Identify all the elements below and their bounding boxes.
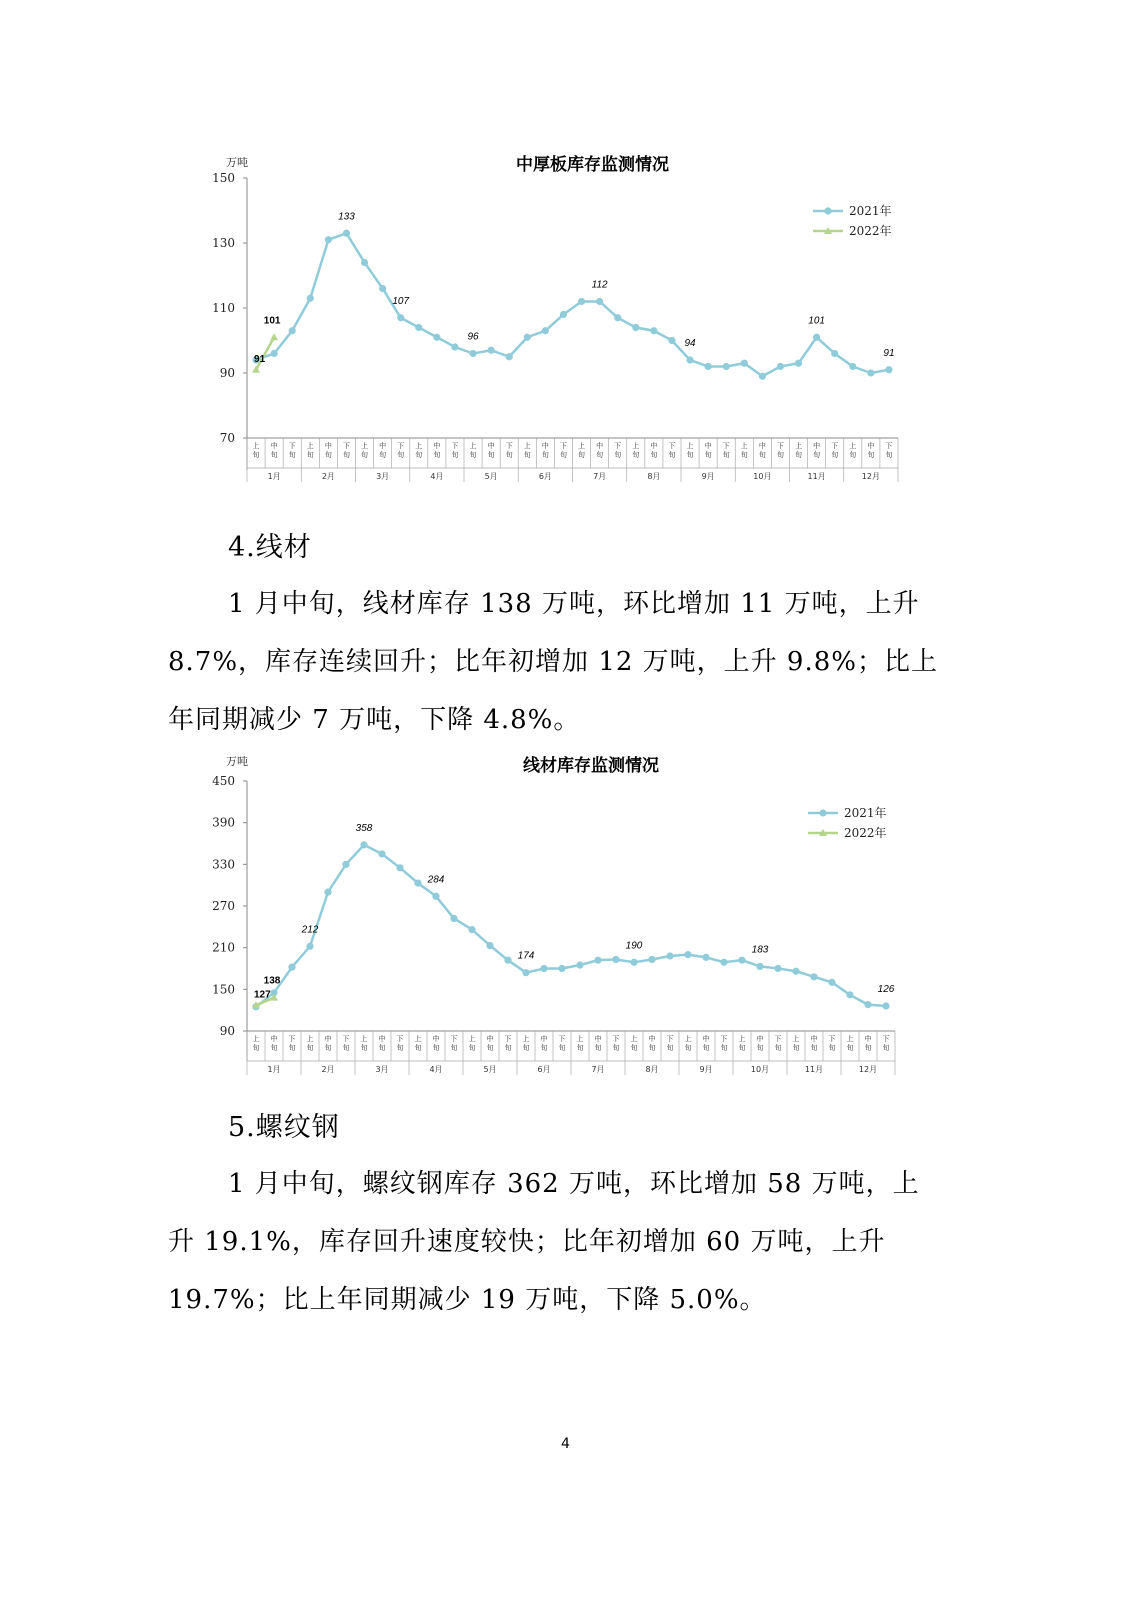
series-2021-point	[488, 347, 495, 354]
x-tick-label: 上旬	[361, 442, 369, 459]
series-2021-point	[738, 957, 745, 964]
series-2021-point	[846, 991, 853, 998]
legend-2021-label: 2021年	[844, 806, 887, 820]
data-label-2021: 133	[338, 211, 355, 223]
x-tick-label: 中旬	[594, 1035, 602, 1052]
series-2021-point	[506, 353, 513, 360]
x-tick-label: 下旬	[505, 442, 513, 459]
series-2021-point	[831, 350, 838, 357]
y-tick-label: 90	[219, 366, 235, 380]
series-2021-point	[542, 327, 549, 334]
x-tick-label: 下旬	[774, 1035, 782, 1052]
data-label-2021: 183	[751, 944, 769, 956]
series-2021-point	[686, 356, 693, 363]
wire-inventory-chart	[160, 750, 920, 1085]
x-tick-label: 中旬	[486, 1035, 494, 1052]
x-month-label: 11月	[807, 472, 826, 481]
series-2021-point	[867, 369, 874, 376]
y-unit-label: 万吨	[226, 156, 248, 169]
series-2021-point	[668, 337, 675, 344]
x-tick-label: 中旬	[540, 1035, 548, 1052]
x-tick-label: 上旬	[576, 1035, 584, 1052]
wire-paragraph-line-2: 8.7%，库存连续回升；比年初增加 12 万吨，上升 9.8%；比上	[168, 647, 938, 677]
legend-2021-marker	[824, 207, 831, 214]
series-2021-point	[759, 373, 766, 380]
series-2021-point	[849, 363, 856, 370]
x-tick-label: 中旬	[379, 442, 387, 459]
x-tick-label: 下旬	[720, 1035, 728, 1052]
data-label-2021: 190	[625, 940, 643, 952]
series-2021-point	[578, 298, 585, 305]
x-month-label: 7月	[593, 472, 607, 481]
x-tick-label: 下旬	[885, 442, 893, 459]
series-2021-point	[684, 951, 691, 958]
x-tick-label: 中旬	[648, 1035, 656, 1052]
x-month-label: 7月	[591, 1065, 605, 1074]
series-2021-point	[504, 957, 511, 964]
series-2021-point	[612, 956, 619, 963]
x-tick-label: 下旬	[722, 442, 730, 459]
x-tick-label: 下旬	[451, 442, 459, 459]
x-tick-label: 上旬	[795, 442, 803, 459]
x-tick-label: 上旬	[632, 442, 640, 459]
series-2021-point	[650, 327, 657, 334]
series-2021-point	[702, 954, 709, 961]
x-tick-label: 上旬	[578, 442, 586, 459]
series-2021-point	[522, 969, 529, 976]
x-tick-label: 中旬	[270, 1035, 278, 1052]
data-label-2021: 284	[427, 874, 445, 886]
series-2021-point	[289, 327, 296, 334]
x-tick-label: 下旬	[288, 442, 296, 459]
x-tick-label: 下旬	[342, 442, 350, 459]
series-2021-point	[882, 1002, 889, 1009]
series-2021-point	[396, 864, 403, 871]
series-2021-point	[451, 343, 458, 350]
series-2021-point	[414, 879, 421, 886]
series-2021-point	[828, 979, 835, 986]
data-label-2021: 126	[877, 984, 895, 995]
series-2021-point	[469, 350, 476, 357]
series-2021-point	[777, 363, 784, 370]
series-2021-point	[630, 959, 637, 966]
x-tick-label: 中旬	[756, 1035, 764, 1052]
y-tick-label: 90	[219, 1024, 235, 1038]
x-tick-label: 下旬	[342, 1035, 350, 1052]
x-tick-label: 上旬	[792, 1035, 800, 1052]
x-tick-label: 中旬	[270, 442, 278, 459]
x-tick-label: 下旬	[828, 1035, 836, 1052]
x-tick-label: 下旬	[559, 442, 567, 459]
x-tick-label: 中旬	[487, 442, 495, 459]
data-label-2022: 91	[254, 353, 266, 365]
wire-section-heading: 4.线材	[228, 532, 312, 563]
x-month-label: 8月	[645, 1065, 659, 1074]
x-tick-label: 下旬	[831, 442, 839, 459]
series-2021-point	[705, 363, 712, 370]
legend-2021-label: 2021年	[849, 204, 892, 218]
x-tick-label: 上旬	[849, 442, 857, 459]
data-label-2021: 101	[808, 315, 825, 327]
x-month-label: 5月	[483, 1065, 497, 1074]
x-tick-label: 上旬	[684, 1035, 692, 1052]
data-label-2021: 358	[355, 822, 373, 834]
x-tick-label: 下旬	[776, 442, 784, 459]
x-tick-label: 上旬	[846, 1035, 854, 1052]
x-month-label: 9月	[699, 1065, 713, 1074]
series-2021-point	[342, 861, 349, 868]
x-month-label: 8月	[647, 472, 661, 481]
y-unit-label: 万吨	[226, 755, 248, 768]
rebar-paragraph-line-1: 1 月中旬，螺纹钢库存 362 万吨，环比增加 58 万吨，上	[228, 1169, 920, 1199]
series-2021-point	[307, 295, 314, 302]
y-tick-label: 450	[212, 774, 235, 788]
x-tick-label: 中旬	[650, 442, 658, 459]
x-tick-label: 中旬	[704, 442, 712, 459]
series-2021-point	[741, 360, 748, 367]
series-2021-point	[271, 350, 278, 357]
x-tick-label: 下旬	[450, 1035, 458, 1052]
legend-2022-label: 2022年	[844, 826, 887, 840]
x-month-label: 11月	[804, 1065, 824, 1074]
x-tick-label: 上旬	[306, 442, 314, 459]
rebar-paragraph-line-2: 升 19.1%，库存回升速度较快；比年初增加 60 万吨，上升	[168, 1227, 886, 1257]
x-tick-label: 中旬	[867, 442, 875, 459]
x-month-label: 2月	[321, 472, 335, 481]
x-tick-label: 上旬	[686, 442, 694, 459]
series-2021-point	[756, 963, 763, 970]
data-label-2021: 112	[591, 279, 608, 291]
series-2021-point	[632, 324, 639, 331]
data-label-2021: 96	[467, 331, 479, 343]
series-2022-point	[270, 333, 278, 340]
legend-2022-label: 2022年	[849, 224, 892, 238]
series-2021-point	[361, 259, 368, 266]
series-2021-point	[594, 957, 601, 964]
x-tick-label: 中旬	[758, 442, 766, 459]
series-2021-point	[360, 841, 367, 848]
y-tick-label: 390	[212, 815, 235, 830]
series-2021-line	[256, 233, 889, 376]
chart-svg	[160, 140, 920, 485]
series-2021-point	[306, 943, 313, 950]
x-month-label: 6月	[537, 1065, 551, 1074]
series-2021-point	[885, 366, 892, 373]
y-tick-label: 330	[212, 857, 235, 872]
data-label-2021: 212	[301, 924, 319, 936]
series-2021-point	[560, 311, 567, 318]
x-month-label: 1月	[267, 472, 281, 481]
x-tick-label: 中旬	[432, 1035, 440, 1052]
series-2021-point	[864, 1001, 871, 1008]
y-tick-label: 130	[212, 236, 235, 250]
x-tick-label: 上旬	[469, 442, 477, 459]
y-tick-label: 150	[212, 982, 235, 997]
wire-paragraph-line-3: 年同期减少 7 万吨，下降 4.8%。	[168, 705, 581, 735]
y-tick-label: 70	[219, 431, 235, 445]
x-month-label: 10月	[750, 1065, 770, 1074]
series-2021-point	[774, 965, 781, 972]
x-tick-label: 上旬	[252, 1035, 260, 1052]
rebar-paragraph-line-3: 19.7%；比上年同期减少 19 万吨，下降 5.0%。	[168, 1285, 767, 1315]
series-2021-point	[450, 915, 457, 922]
y-tick-label: 110	[212, 301, 235, 315]
x-tick-label: 下旬	[612, 1035, 620, 1052]
x-tick-label: 中旬	[541, 442, 549, 459]
x-tick-label: 中旬	[433, 442, 441, 459]
x-tick-label: 上旬	[738, 1035, 746, 1052]
x-tick-label: 下旬	[396, 1035, 404, 1052]
series-2021-point	[288, 964, 295, 971]
series-2021-point	[813, 334, 820, 341]
x-tick-label: 上旬	[740, 442, 748, 459]
x-tick-label: 中旬	[864, 1035, 872, 1052]
x-tick-label: 上旬	[414, 1035, 422, 1052]
x-month-label: 12月	[858, 1065, 878, 1074]
x-month-label: 3月	[376, 472, 390, 481]
data-label-2022: 101	[263, 315, 281, 327]
series-2021-point	[343, 230, 350, 237]
x-tick-label: 中旬	[702, 1035, 710, 1052]
x-tick-label: 上旬	[522, 1035, 530, 1052]
x-tick-label: 中旬	[378, 1035, 386, 1052]
x-tick-label: 上旬	[523, 442, 531, 459]
x-tick-label: 下旬	[668, 442, 676, 459]
series-2021-point	[524, 334, 531, 341]
x-month-label: 12月	[861, 472, 880, 481]
x-month-label: 6月	[538, 472, 552, 481]
chart-title: 线材库存监测情况	[523, 756, 659, 776]
x-month-label: 10月	[753, 472, 772, 481]
x-tick-label: 上旬	[630, 1035, 638, 1052]
wire-paragraph-line-1: 1 月中旬，线材库存 138 万吨，环比增加 11 万吨，上升	[228, 589, 920, 619]
series-2021-point	[666, 952, 673, 959]
x-month-label: 4月	[430, 472, 444, 481]
x-tick-label: 下旬	[288, 1035, 296, 1052]
plate-inventory-chart	[160, 140, 920, 485]
x-tick-label: 中旬	[324, 442, 332, 459]
series-2021-point	[432, 893, 439, 900]
chart-title: 中厚板库存监测情况	[516, 155, 669, 175]
y-tick-label: 150	[212, 171, 235, 185]
series-2021-point	[792, 968, 799, 975]
x-tick-label: 中旬	[810, 1035, 818, 1052]
x-tick-label: 中旬	[596, 442, 604, 459]
x-month-label: 4月	[429, 1065, 443, 1074]
series-2021-point	[810, 973, 817, 980]
series-2021-point	[723, 363, 730, 370]
series-2021-point	[540, 965, 547, 972]
data-label-2022: 138	[263, 975, 281, 987]
series-2021-line	[256, 845, 886, 1007]
data-label-2021: 94	[684, 338, 696, 349]
x-tick-label: 中旬	[324, 1035, 332, 1052]
x-tick-label: 上旬	[360, 1035, 368, 1052]
legend-2021-marker	[819, 809, 826, 816]
x-month-label: 2月	[321, 1065, 335, 1074]
x-tick-label: 下旬	[666, 1035, 674, 1052]
series-2021-point	[486, 942, 493, 949]
series-2021-point	[576, 961, 583, 968]
series-2021-point	[433, 334, 440, 341]
data-label-2022: 127	[254, 989, 271, 1001]
x-tick-label: 下旬	[614, 442, 622, 459]
series-2021-point	[397, 314, 404, 321]
x-tick-label: 上旬	[468, 1035, 476, 1052]
x-tick-label: 中旬	[813, 442, 821, 459]
page-number: 4	[561, 1436, 570, 1452]
rebar-section-heading: 5.螺纹钢	[228, 1112, 340, 1143]
series-2021-point	[325, 236, 332, 243]
data-label-2021: 107	[392, 295, 410, 307]
series-2021-point	[379, 285, 386, 292]
chart-svg	[160, 750, 920, 1085]
y-tick-label: 270	[212, 899, 235, 913]
series-2021-point	[324, 889, 331, 896]
series-2021-point	[795, 360, 802, 367]
data-label-2021: 174	[517, 950, 535, 962]
x-month-label: 3月	[375, 1065, 389, 1074]
x-tick-label: 上旬	[252, 442, 260, 459]
data-label-2021: 91	[883, 347, 895, 359]
series-2021-point	[596, 298, 603, 305]
x-tick-label: 上旬	[415, 442, 423, 459]
series-2021-point	[614, 314, 621, 321]
series-2021-point	[468, 926, 475, 933]
x-tick-label: 下旬	[882, 1035, 890, 1052]
x-month-label: 5月	[484, 472, 498, 481]
x-month-label: 1月	[267, 1065, 281, 1074]
x-tick-label: 下旬	[558, 1035, 566, 1052]
series-2021-point	[720, 959, 727, 966]
x-month-label: 9月	[701, 472, 715, 481]
x-tick-label: 上旬	[306, 1035, 314, 1052]
y-tick-label: 210	[212, 940, 235, 955]
series-2021-point	[558, 965, 565, 972]
x-tick-label: 下旬	[504, 1035, 512, 1052]
series-2021-point	[378, 850, 385, 857]
x-tick-label: 下旬	[397, 442, 405, 459]
series-2021-point	[648, 956, 655, 963]
series-2021-point	[415, 324, 422, 331]
